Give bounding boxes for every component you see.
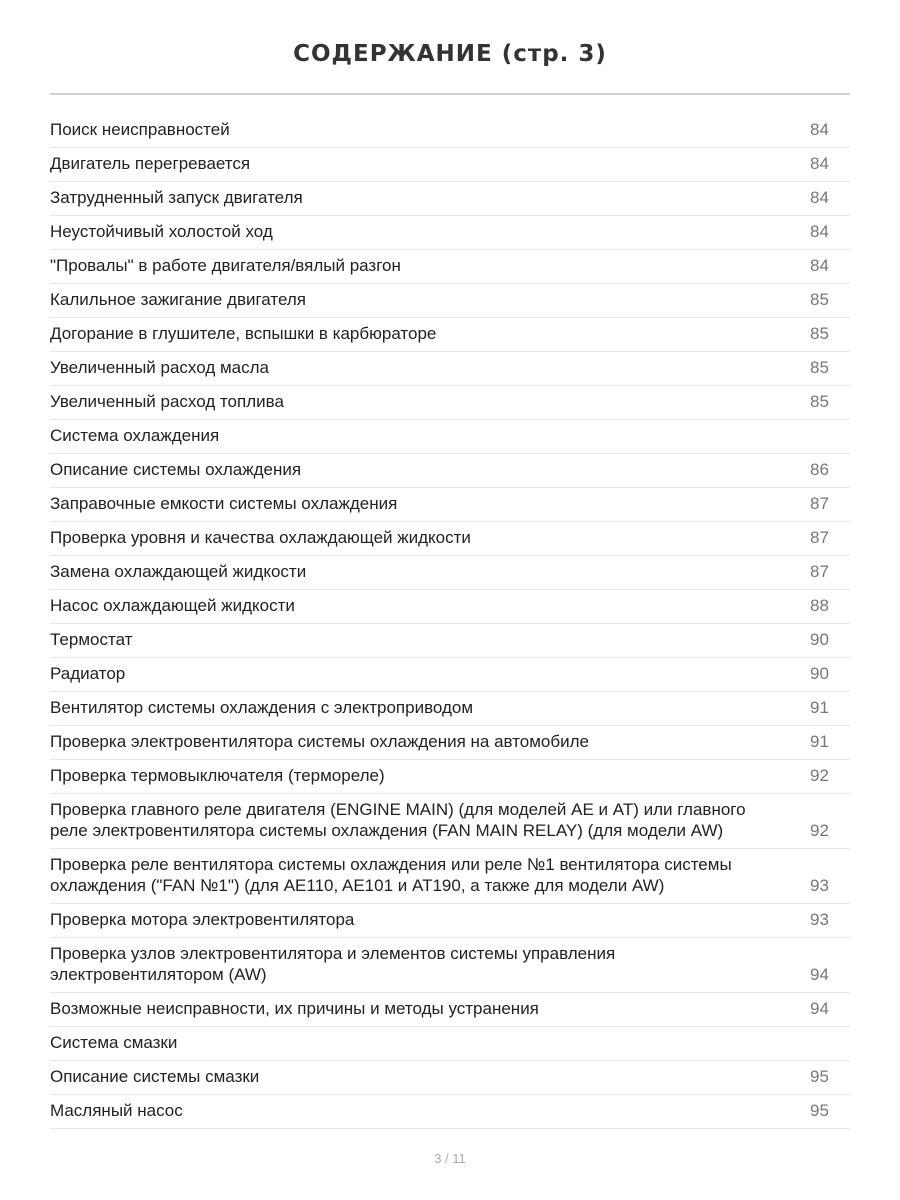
toc-entry-title: Неустойчивый холостой ход (50, 222, 273, 241)
toc-entry[interactable] (50, 658, 850, 692)
toc-entry-title: Возможные неисправности, их причины и методы устранения (50, 999, 539, 1018)
toc-entry-title: Увеличенный расход масла (50, 358, 269, 377)
toc-entry-title: Проверка главного реле двигателя (ENGINE MAIN) (для моделей AE и AT) или главного реле электровентилятора системы охлаждения (FAN MAIN RELAY) (для модели AW) (50, 800, 746, 840)
toc-entry-page-number: 91 (810, 698, 829, 717)
toc-entry[interactable] (50, 114, 850, 148)
toc-entry-page-number: 93 (810, 876, 829, 895)
toc-entry-page-number: 91 (810, 732, 829, 751)
toc-entry-page-number: 92 (810, 821, 829, 840)
toc-entry-title: Описание системы смазки (50, 1067, 260, 1086)
toc-entry-title: Двигатель перегревается (50, 154, 251, 173)
toc-entry[interactable] (50, 760, 850, 794)
toc-entry-page-number: 84 (810, 188, 829, 207)
toc-entry-page-number: 84 (810, 256, 829, 275)
toc-entry-page-number: 90 (810, 630, 829, 649)
toc-entry-title: Проверка термовыключателя (термореле) (50, 766, 385, 785)
toc-entry-title: Описание системы охлаждения (50, 460, 302, 479)
toc-entry-title: Система охлаждения (50, 426, 220, 445)
toc-entry-title: Проверка электровентилятора системы охлаждения на автомобиле (50, 732, 589, 751)
toc-entry-title: Увеличенный расход топлива (50, 392, 284, 411)
toc-entry-title: Масляный насос (50, 1101, 183, 1120)
page-indicator: 3 / 11 (434, 1151, 466, 1166)
toc-entry-title: Проверка узлов электровентилятора и элементов системы управления электровентилятором (AW) (50, 944, 616, 984)
toc-entry[interactable] (50, 938, 850, 993)
toc-entry[interactable] (50, 386, 850, 420)
toc-entry-page-number: 87 (810, 494, 829, 513)
toc-entry[interactable] (50, 993, 850, 1027)
toc-entry[interactable] (50, 454, 850, 488)
toc-entry-page-number: 88 (810, 596, 829, 615)
toc-entry-page-number: 87 (810, 562, 829, 581)
toc-entry[interactable] (50, 1061, 850, 1095)
toc-entry-page-number: 92 (810, 766, 829, 785)
toc-entry[interactable] (50, 420, 850, 454)
toc-entry-page-number: 87 (810, 528, 829, 547)
toc-entry-title: Поиск неисправностей (50, 120, 230, 139)
toc-entry[interactable] (50, 352, 850, 386)
toc-entry[interactable] (50, 556, 850, 590)
toc-entry[interactable] (50, 726, 850, 760)
toc-entry[interactable] (50, 522, 850, 556)
toc-entry-title: Затрудненный запуск двигателя (50, 188, 303, 207)
toc-entry[interactable] (50, 148, 850, 182)
toc-entry[interactable] (50, 1027, 850, 1061)
toc-entry-page-number: 84 (810, 222, 829, 241)
toc-entry-page-number: 85 (810, 324, 829, 343)
toc-entry-page-number: 94 (810, 965, 829, 984)
toc-entry[interactable] (50, 318, 850, 352)
toc-entry-title: Замена охлаждающей жидкости (50, 562, 307, 581)
toc-entry[interactable] (50, 250, 850, 284)
toc-entry[interactable] (50, 182, 850, 216)
toc-entry-title: Термостат (50, 630, 133, 649)
toc-entry[interactable] (50, 794, 850, 849)
toc-entry[interactable] (50, 284, 850, 318)
toc-entry-title: Калильное зажигание двигателя (50, 290, 306, 309)
toc-entry-title: Проверка мотора электровентилятора (50, 910, 355, 929)
toc-entry[interactable] (50, 904, 850, 938)
toc-entry-page-number: 84 (810, 120, 829, 139)
toc-entry[interactable] (50, 590, 850, 624)
toc-entry[interactable] (50, 488, 850, 522)
toc-entry-title: Заправочные емкости системы охлаждения (50, 494, 398, 513)
toc-entry-title: Проверка реле вентилятора системы охлаждения или реле №1 вентилятора системы охлаждения ("FAN №1") (для AE110, AE101 и AT190, а также для модели AW) (50, 855, 732, 895)
table-of-contents (50, 114, 850, 1129)
toc-entry-page-number: 95 (810, 1067, 829, 1086)
toc-entry-page-number: 84 (810, 154, 829, 173)
toc-entry-page-number: 85 (810, 392, 829, 411)
toc-entry-title: Проверка уровня и качества охлаждающей жидкости (50, 528, 471, 547)
toc-entry[interactable] (50, 849, 850, 904)
toc-entry[interactable] (50, 624, 850, 658)
toc-entry-page-number: 94 (810, 999, 829, 1018)
toc-entry-page-number: 85 (810, 290, 829, 309)
toc-entry-page-number: 95 (810, 1101, 829, 1120)
toc-entry-title: Радиатор (50, 664, 126, 683)
toc-entry-title: Насос охлаждающей жидкости (50, 596, 295, 615)
toc-entry-page-number: 90 (810, 664, 829, 683)
title-divider (50, 93, 850, 95)
toc-entry-title: Вентилятор системы охлаждения с электроприводом (50, 698, 474, 717)
toc-entry[interactable] (50, 1095, 850, 1129)
toc-entry-page-number: 93 (810, 910, 829, 929)
toc-entry-title: "Провалы" в работе двигателя/вялый разгон (50, 256, 401, 275)
toc-entry-title: Система смазки (50, 1033, 178, 1052)
toc-entry-title: Догорание в глушителе, вспышки в карбюраторе (50, 324, 437, 343)
toc-entry-page-number: 85 (810, 358, 829, 377)
toc-entry[interactable] (50, 692, 850, 726)
page-title: СОДЕРЖАНИЕ (стр. 3) (293, 41, 607, 67)
toc-entry-page-number: 86 (810, 460, 829, 479)
toc-entry[interactable] (50, 216, 850, 250)
